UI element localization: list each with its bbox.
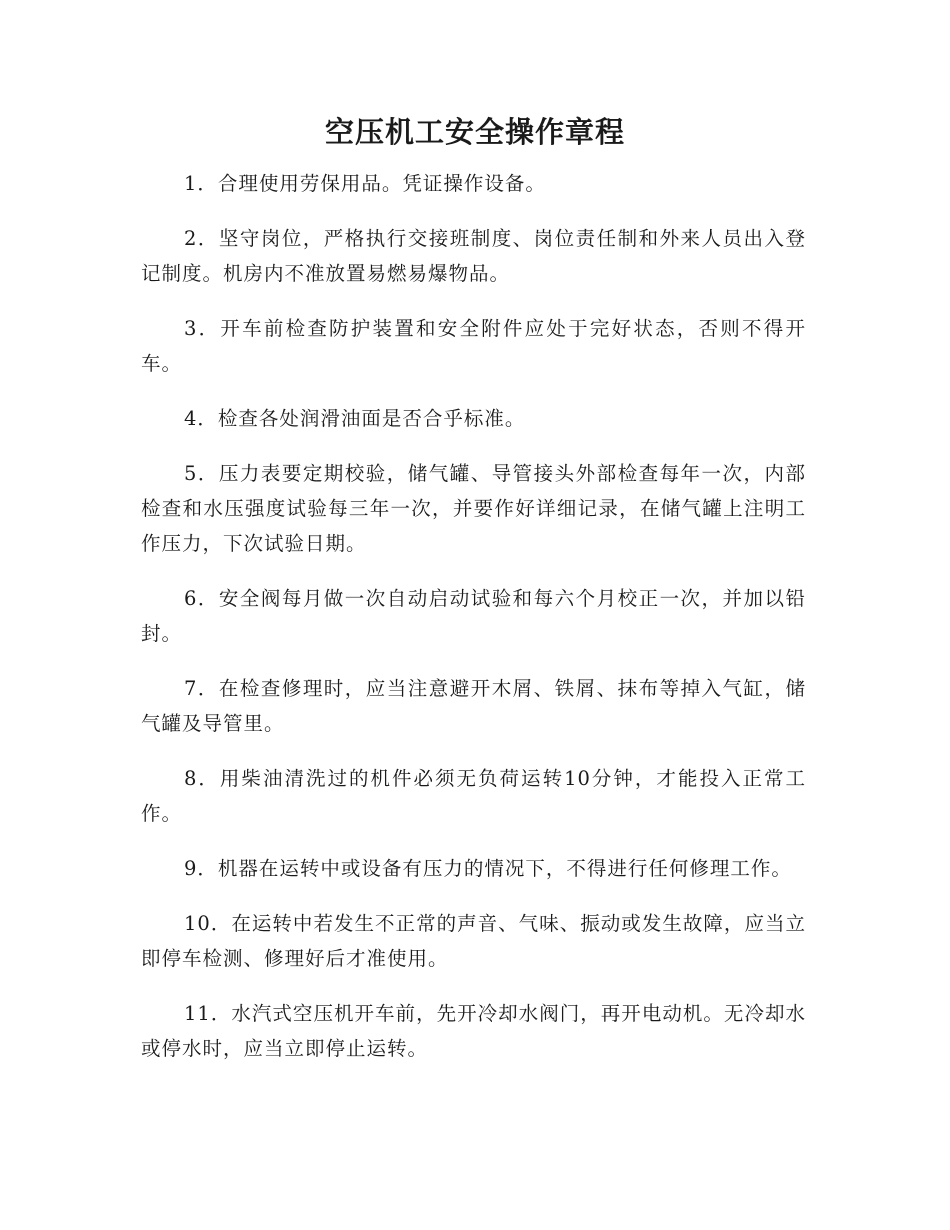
document-title: 空压机工安全操作章程 bbox=[324, 115, 625, 149]
rule-paragraph-4: 4．检查各处润滑油面是否合乎标准。 bbox=[184, 407, 526, 430]
rule-paragraph-1: 1．合理使用劳保用品。凭证操作设备。 bbox=[184, 172, 546, 195]
document-body bbox=[141, 166, 806, 1086]
rule-paragraph-11: 11．水汽式空压机开车前，先开冷却水阀门，再开电动机。无冷却水或停水时，应当立即停止运转。 bbox=[141, 1002, 806, 1060]
rule-paragraph-5: 5．压力表要定期校验，储气罐、导管接头外部检查每年一次，内部检查和水压强度试验每三年一次，并要作好详细记录，在储气罐上注明工作压力，下次试验日期。 bbox=[141, 462, 806, 555]
rule-paragraph-3: 3．开车前检查防护装置和安全附件应处于完好状态，否则不得开车。 bbox=[141, 317, 806, 375]
rule-paragraph-7: 7．在检查修理时，应当注意避开木屑、铁屑、抹布等掉入气缸，储气罐及导管里。 bbox=[141, 677, 806, 735]
rule-paragraph-9: 9．机器在运转中或设备有压力的情况下，不得进行任何修理工作。 bbox=[184, 857, 792, 880]
rule-paragraph-10: 10．在运转中若发生不正常的声音、气味、振动或发生故障，应当立即停车检测、修理好后才准使用。 bbox=[141, 912, 806, 970]
rule-paragraph-6: 6．安全阀每月做一次自动启动试验和每六个月校正一次，并加以铅封。 bbox=[141, 587, 806, 645]
rule-paragraph-8: 8．用柴油清洗过的机件必须无负荷运转10分钟，才能投入正常工作。 bbox=[141, 767, 806, 825]
rule-paragraph-2: 2．坚守岗位，严格执行交接班制度、岗位责任制和外来人员出入登记制度。机房内不准放置易燃易爆物品。 bbox=[141, 227, 806, 285]
